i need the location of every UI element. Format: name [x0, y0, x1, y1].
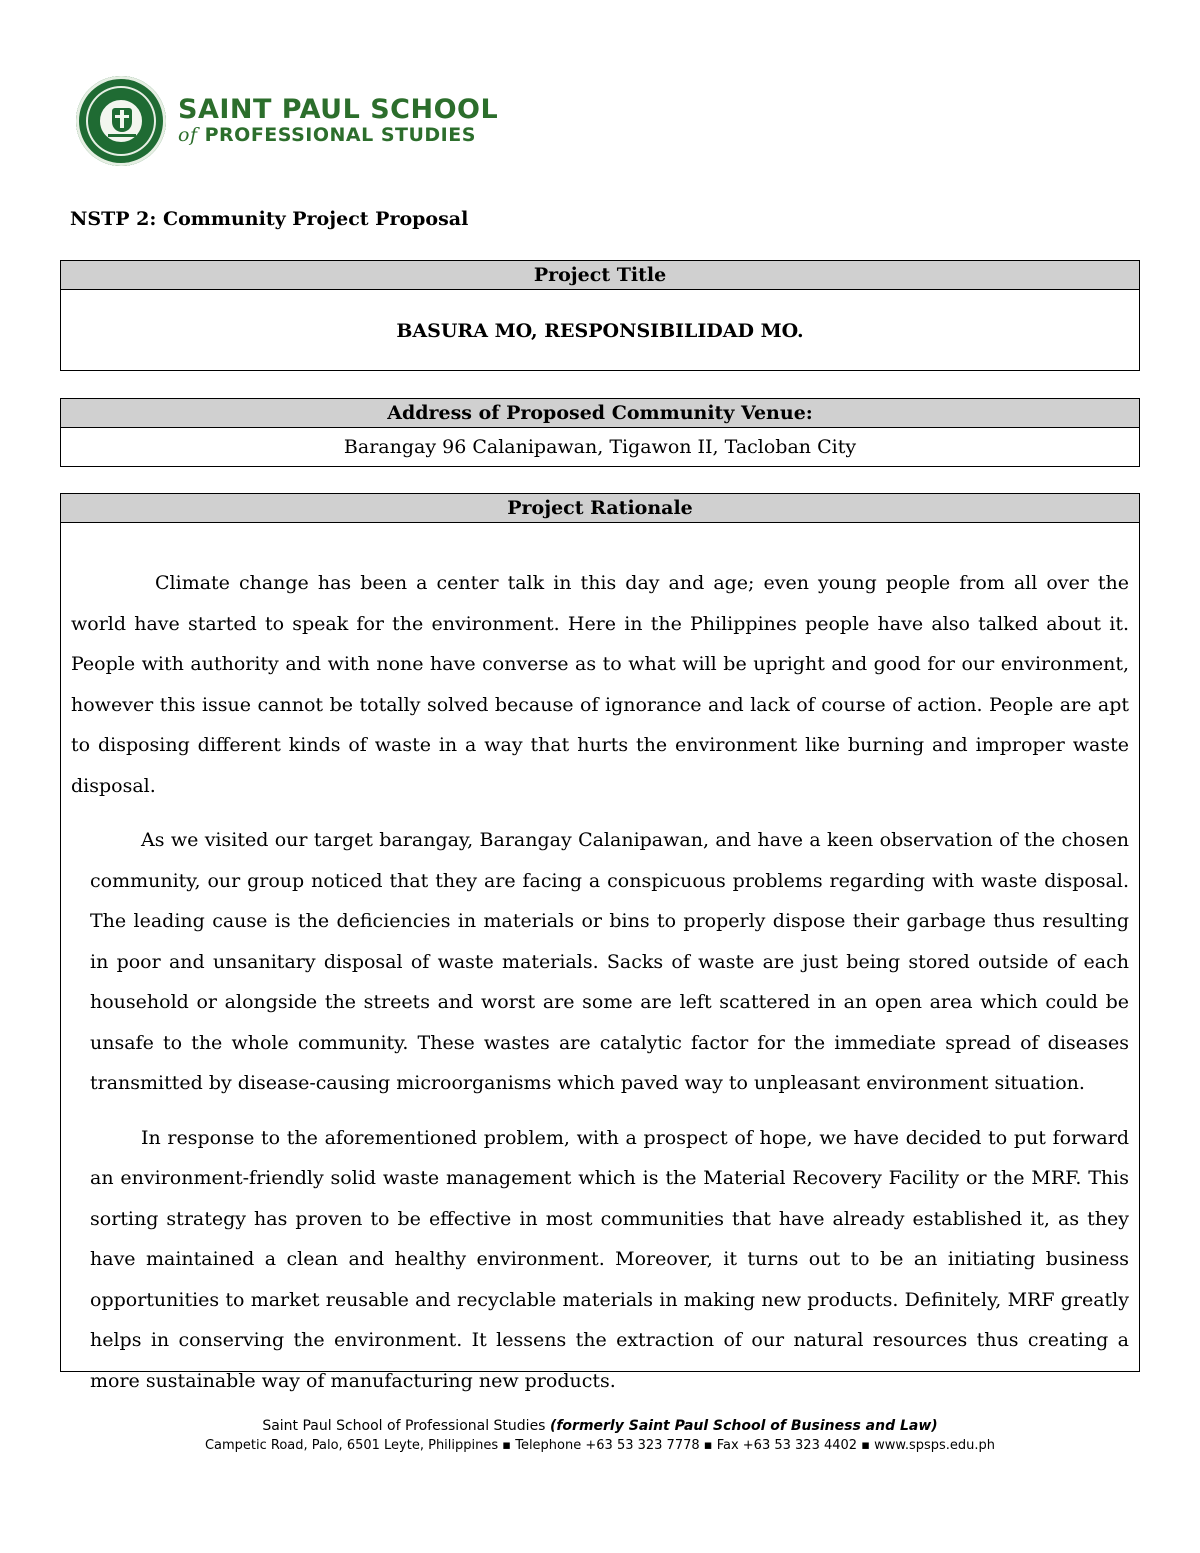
- rationale-paragraph: In response to the aforementioned problem, with a prospect of hope, we have decided to put forward an environment-friendly solid waste management which is the Material Recovery Facility or the MRF. This sorting strategy has proven to be effective in most communities that have already established it, as they have maintained a clean and healthy environment. Moreover, it turns out to be an initiating business opportunities to market reusable and recyclable materials in making new products. Definitely, MRF greatly helps in conserving the environment. It lessens the extraction of our natural resources thus creating a more sustainable way of manufacturing new products.: [90, 1126, 1129, 1392]
- document-title: NSTP 2: Community Project Proposal: [70, 208, 469, 230]
- school-seal-icon: [76, 76, 166, 166]
- school-name-line2-text: PROFESSIONAL STUDIES: [204, 124, 476, 146]
- rationale-header: Project Rationale: [61, 494, 1139, 523]
- project-title-value: BASURA MO, RESPONSIBILIDAD MO.: [396, 320, 804, 342]
- page-footer: [0, 1416, 1200, 1456]
- rationale-body: [61, 523, 1139, 1401]
- footer-contact: Campetic Road, Palo, 6501 Leyte, Philippines ▪ Telephone +63 53 323 7778 ▪ Fax +63 53 323 4402 ▪ www.spsps.edu.ph: [204, 1438, 996, 1453]
- school-logo: [76, 76, 498, 166]
- school-name-of: of: [178, 124, 198, 146]
- rationale-paragraph: Climate change has been a center talk in this day and age; even young people from all over the world have started to speak for the environment. Here in the Philippines people have also talked about it. People with authority and with none have converse as to what will be upright and good for our environment, however this issue cannot be totally solved because of ignorance and lack of course of action. People are apt to disposing different kinds of waste in a way that hurts the environment like burning and improper waste disposal.: [71, 572, 1129, 797]
- footer-school: Saint Paul School of Professional Studies: [262, 1418, 546, 1434]
- venue-value: Barangay 96 Calanipawan, Tigawon II, Tacloban City: [343, 436, 857, 458]
- project-title-header: Project Title: [61, 261, 1139, 290]
- footer-school-line: [0, 1416, 1200, 1436]
- school-name-line2: [178, 124, 498, 146]
- school-wordmark: [178, 96, 498, 146]
- rationale-paragraph: As we visited our target barangay, Barangay Calanipawan, and have a keen observation of the chosen community, our group noticed that they are facing a conspicuous problems regarding with waste disposal. The leading cause is the deficiencies in materials or bins to properly dispose their garbage thus resulting in poor and unsanitary disposal of waste materials. Sacks of waste are just being stored outside of each household or alongside the streets and worst are some are left scattered in an open area which could be unsafe to the whole community. These wastes are catalytic factor for the immediate spread of diseases transmitted by disease-causing microorganisms which paved way to unpleasant environment situation.: [90, 829, 1129, 1094]
- footer-formerly: (formerly Saint Paul School of Business and Law): [549, 1418, 938, 1434]
- venue-header: Address of Proposed Community Venue:: [61, 399, 1139, 428]
- rationale-section: [60, 493, 1140, 1392]
- venue-section: [60, 398, 1140, 467]
- school-name-line1: SAINT PAUL SCHOOL: [178, 94, 499, 125]
- project-title-section: [60, 260, 1140, 371]
